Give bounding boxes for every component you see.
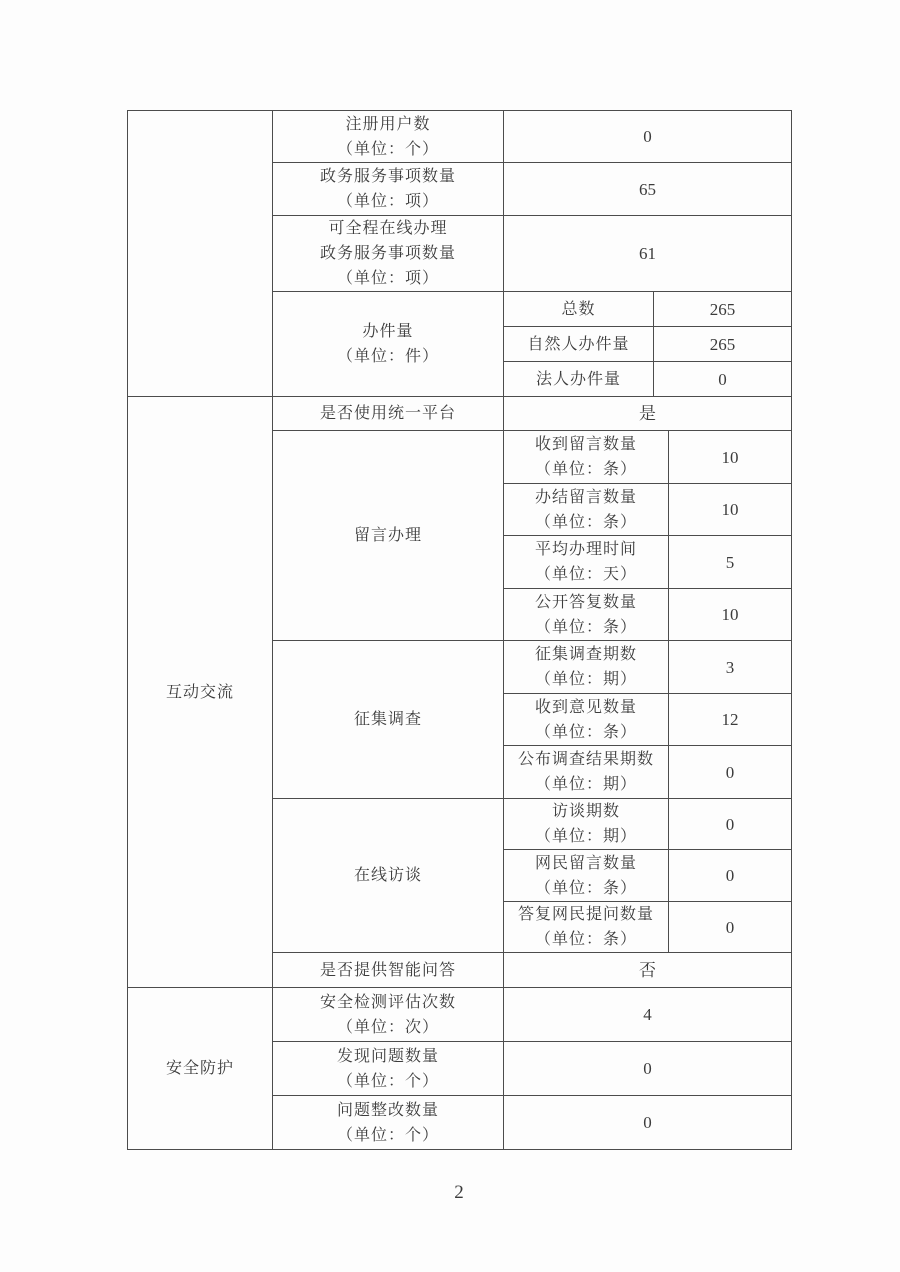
- category-cell-empty: [128, 111, 273, 397]
- metric-label: 可全程在线办理: [328, 220, 448, 237]
- table-section-service: [127, 110, 792, 397]
- metric-unit: （单位：次）: [336, 1018, 439, 1036]
- metric-label-cell: [273, 216, 504, 292]
- table-row: [128, 988, 792, 1042]
- metric-value: 0: [504, 1042, 792, 1096]
- group-label-cell: 留言办理: [273, 431, 504, 641]
- metric-label: 问题整改数量: [336, 1101, 439, 1119]
- group-label: 办件量: [362, 323, 414, 340]
- sub-value: 0: [669, 799, 792, 850]
- sub-label: 网民留言数量: [534, 854, 637, 872]
- sub-value: 12: [669, 694, 792, 746]
- sub-value: 265: [654, 292, 792, 327]
- sub-unit: （单位：期）: [534, 671, 637, 688]
- group-label-cell: 在线访谈: [273, 799, 504, 953]
- metric-unit: （单位：个）: [336, 1126, 439, 1144]
- sub-label-cell: [504, 431, 669, 484]
- sub-label: 平均办理时间: [534, 541, 637, 558]
- sub-label-cell: [504, 850, 669, 902]
- metric-label-cell: [273, 1096, 504, 1150]
- sub-value: 0: [669, 902, 792, 953]
- sub-label: 公开答复数量: [534, 593, 637, 611]
- group-label-cell: [273, 292, 504, 397]
- metric-label-cell: 是否使用统一平台: [273, 397, 504, 431]
- sub-label-cell: [504, 589, 669, 641]
- sub-unit: （单位：条）: [534, 723, 637, 741]
- metric-label-cell: [273, 163, 504, 216]
- metric-value: 是: [504, 397, 792, 431]
- sub-value: 0: [654, 362, 792, 397]
- sub-unit: （单位：条）: [534, 879, 637, 897]
- sub-label: 访谈期数: [551, 803, 620, 820]
- metric-value: 0: [504, 1096, 792, 1150]
- metric-label: 政务服务事项数量: [319, 245, 456, 262]
- sub-label-cell: [504, 902, 669, 953]
- sub-label-cell: [504, 484, 669, 536]
- metric-label-cell: [273, 988, 504, 1042]
- page-number: 2: [454, 1182, 464, 1203]
- sub-label: 收到意见数量: [534, 698, 637, 716]
- metric-label: 安全检测评估次数: [319, 993, 456, 1011]
- metric-value: 61: [504, 216, 792, 292]
- sub-unit: （单位：期）: [534, 776, 637, 793]
- sub-label: 征集调查期数: [534, 646, 637, 663]
- table-row: [128, 111, 792, 163]
- metric-label-cell: 是否提供智能问答: [273, 953, 504, 988]
- sub-label-cell: [504, 799, 669, 850]
- sub-label: 答复网民提问数量: [517, 906, 654, 923]
- sub-value: 10: [669, 431, 792, 484]
- sub-value: 0: [669, 850, 792, 902]
- metric-value: 0: [504, 111, 792, 163]
- sub-unit: （单位：期）: [534, 828, 637, 845]
- sub-unit: （单位：条）: [534, 513, 637, 531]
- metric-value: 否: [504, 953, 792, 988]
- sub-value: 0: [669, 746, 792, 799]
- metric-value: 4: [504, 988, 792, 1042]
- group-unit: （单位：件）: [336, 348, 439, 365]
- metric-unit: （单位：个）: [336, 1072, 439, 1090]
- sub-label: 自然人办件量: [504, 327, 654, 362]
- table-section-interaction: [127, 396, 792, 988]
- sub-label: 办结留言数量: [534, 488, 637, 506]
- sub-unit: （单位：天）: [534, 566, 637, 583]
- metric-unit: （单位：项）: [336, 270, 439, 287]
- sub-value: 265: [654, 327, 792, 362]
- category-cell: 互动交流: [128, 397, 273, 988]
- metric-unit: （单位：个）: [336, 140, 439, 158]
- sub-label: 公布调查结果期数: [517, 751, 654, 768]
- group-label-cell: 征集调查: [273, 641, 504, 799]
- metric-value: 65: [504, 163, 792, 216]
- metric-label: 注册用户数: [345, 115, 431, 133]
- sub-unit: （单位：条）: [534, 931, 637, 948]
- sub-label-cell: [504, 746, 669, 799]
- sub-label-cell: [504, 641, 669, 694]
- sub-value: 10: [669, 484, 792, 536]
- sub-value: 3: [669, 641, 792, 694]
- metric-label: 政务服务事项数量: [319, 168, 456, 185]
- report-table: [127, 110, 791, 1150]
- table-row: [128, 397, 792, 431]
- metric-label-cell: [273, 111, 504, 163]
- sub-label: 法人办件量: [504, 362, 654, 397]
- sub-value: 10: [669, 589, 792, 641]
- sub-unit: （单位：条）: [534, 618, 637, 636]
- category-cell: 安全防护: [128, 988, 273, 1150]
- metric-label-cell: [273, 1042, 504, 1096]
- table-section-security: [127, 987, 792, 1150]
- sub-label: 收到留言数量: [534, 436, 637, 453]
- sub-value: 5: [669, 536, 792, 589]
- sub-label-cell: [504, 536, 669, 589]
- metric-unit: （单位：项）: [336, 193, 439, 210]
- sub-label: 总数: [504, 292, 654, 327]
- sub-unit: （单位：条）: [534, 461, 637, 478]
- sub-label-cell: [504, 694, 669, 746]
- metric-label: 发现问题数量: [336, 1047, 439, 1065]
